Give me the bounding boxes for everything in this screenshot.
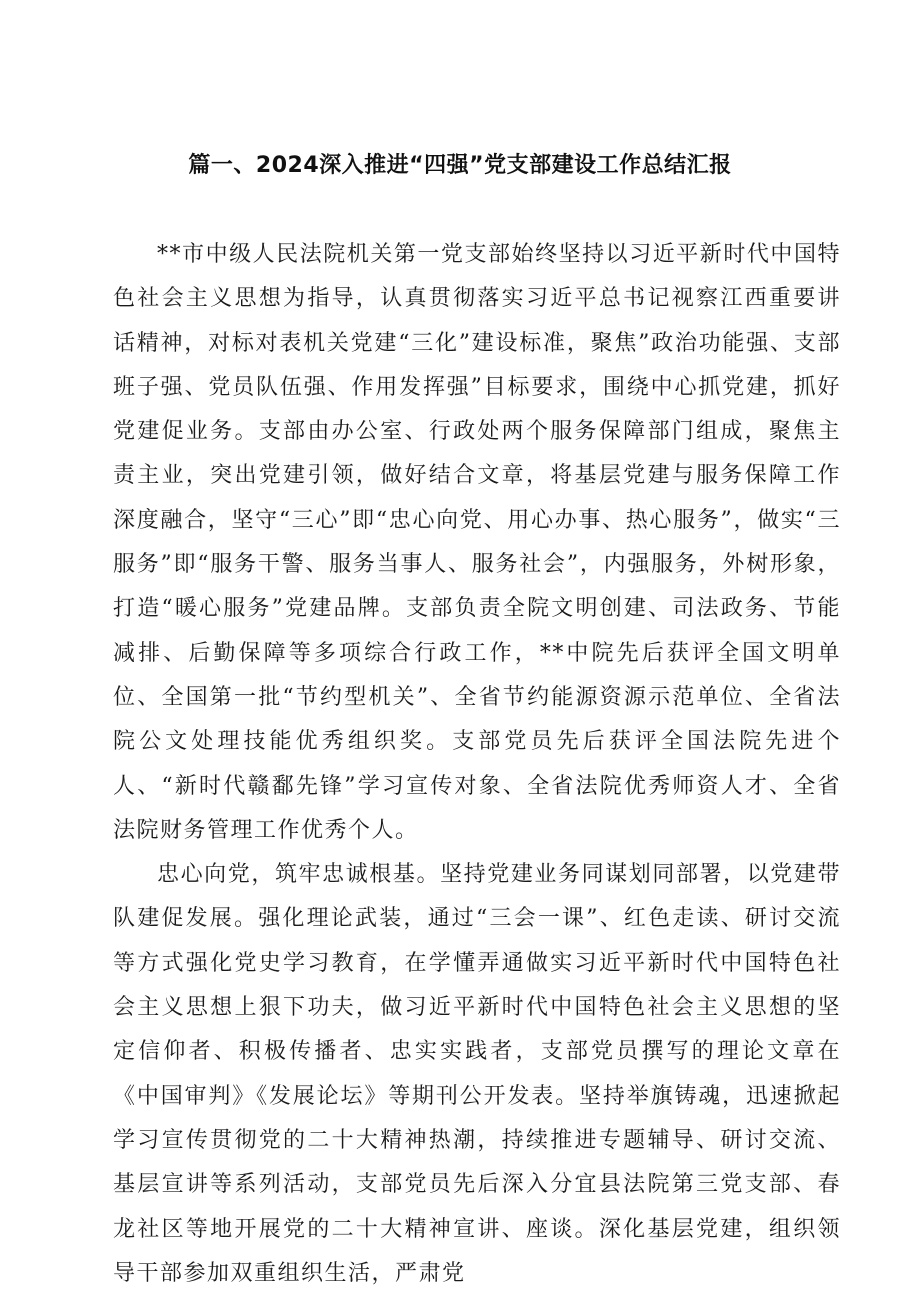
document-title: 篇一、2024深入推进“四强”党支部建设工作总结汇报 [188, 153, 732, 178]
paragraph-loyalty: 忠心向党，筑牢忠诚根基。坚持党建业务同谋划同部署，以党建带队建促发展。强化理论武装，通过“三会一课”、红色走读、研讨交流等方式强化党史学习教育，在学懂弄通做实习近平新时代中国特色社会主义思想上狠下功夫，做习近平新时代中国特色社会主义思想的坚定信仰者、积极传播者、忠实实践者，支部党员撰写的理论文章在《中国审判》《发展论坛》等期刊公开发表。坚持举旗铸魂，迅速掀起学习宣传贯彻党的二十大精神热潮，持续推进专题辅导、研讨交流、基层宣讲等系列活动，支部党员先后深入分宜县法院第三党支部、春龙社区等地开展党的二十大精神宣讲、座谈。深化基层党建，组织领导干部参加双重组织生活，严肃党 [113, 862, 841, 1286]
document-body [113, 233, 841, 1296]
paragraph-intro: **市中级人民法院机关第一党支部始终坚持以习近平新时代中国特色社会主义思想为指导，认真贯彻落实习近平总书记视察江西重要讲话精神，对标对表机关党建“三化”建设标准，聚焦”政治功能强、支部班子强、党员队伍强、作用发挥强”目标要求，围绕中心抓党建，抓好党建促业务。支部由办公室、行政处两个服务保障部门组成，聚焦主责主业，突出党建引领，做好结合文章，将基层党建与服务保障工作深度融合，坚守“三心”即“忠心向党、用心办事、热心服务”，做实“三服务”即“服务干警、服务当事人、服务社会”，内强服务，外树形象，打造“暖心服务”党建品牌。支部负责全院文明创建、司法政务、节能减排、后勤保障等多项综合行政工作，**中院先后获评全国文明单位、全国第一批“节约型机关”、全省节约能源资源示范单位、全省法院公文处理技能优秀组织奖。支部党员先后获评全国法院先进个人、“新时代赣鄱先锋”学习宣传对象、全省法院优秀师资人才、全省法院财务管理工作优秀个人。 [113, 242, 841, 843]
